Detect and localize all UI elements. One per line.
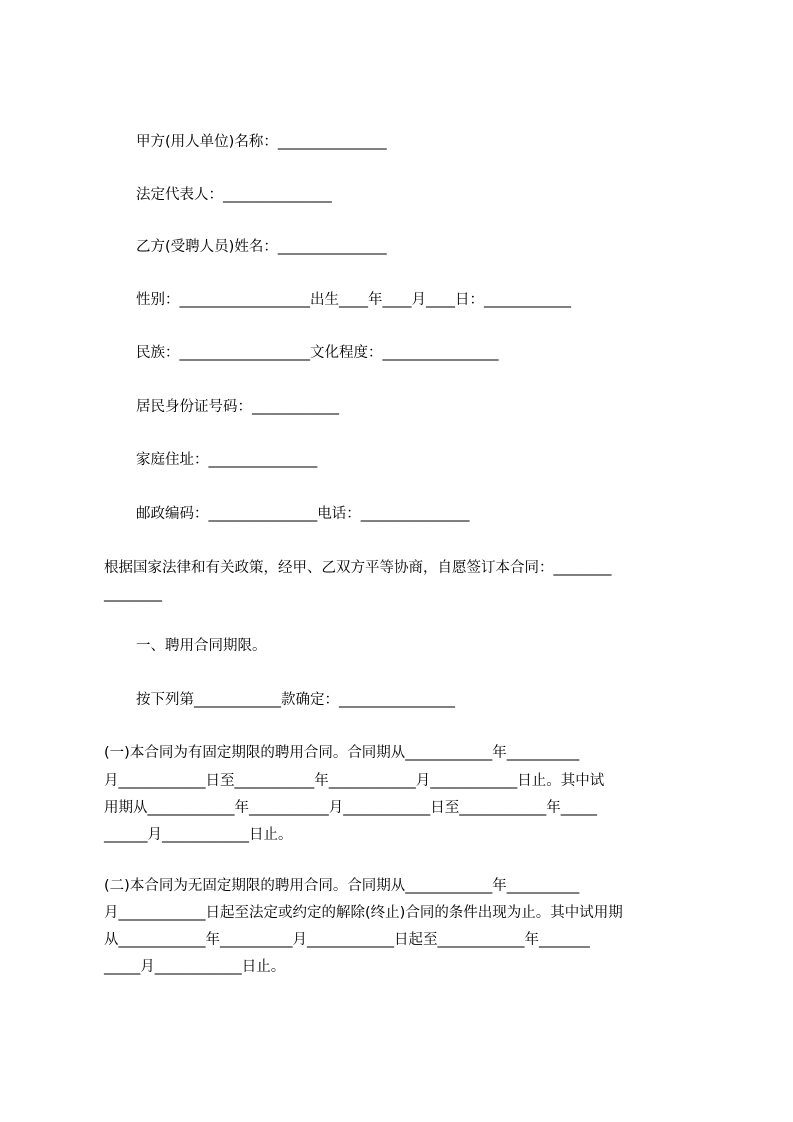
party-b-name-field: 乙方(受聘人员)姓名：_______________ (136, 239, 387, 255)
clause-line: 月____________日至___________年____________月____________日止。其中试 (104, 773, 605, 789)
id-number-field: 居民身份证号码：____________ (136, 399, 339, 415)
clause-line: ______月____________日止。 (104, 827, 293, 843)
clause-line: (二)本合同为无固定期限的聘用合同。合同期从____________年__________ (104, 878, 580, 894)
term-selection-line: 按下列第____________款确定：________________ (136, 692, 455, 708)
preamble-line: ________ (104, 586, 162, 602)
party-a-name-field: 甲方(用人单位)名称：_______________ (136, 134, 387, 150)
preamble-line: 根据国家法律和有关政策，经甲、乙双方平等协商，自愿签订本合同：________ (104, 560, 612, 576)
ethnicity-education-field: 民族：__________________文化程度：________________ (136, 345, 499, 361)
clause-line: (一)本合同为有固定期限的聘用合同。合同期从____________年__________ (104, 745, 580, 761)
clause-line: 从____________年__________月____________日起至____________年_______ (104, 932, 590, 948)
clause-line: 用期从____________年___________月____________日至____________年_____ (104, 800, 597, 816)
section-heading: 一、聘用合同期限。 (136, 638, 267, 654)
open-term-clause (104, 876, 623, 977)
fixed-term-clause (104, 743, 604, 845)
home-address-field: 家庭住址：_______________ (136, 452, 318, 468)
preamble-paragraph (104, 558, 612, 604)
gender-birth-field: 性别：__________________出生____年____月____日：____________ (136, 292, 571, 308)
legal-representative-field: 法定代表人：_______________ (136, 187, 332, 203)
clause-line: _____月____________日止。 (104, 959, 286, 975)
postcode-phone-field: 邮政编码：_______________电话：_______________ (136, 506, 470, 522)
clause-line: 月____________日起至法定或约定的解除(终止)合同的条件出现为止。其中试用期 (104, 905, 623, 921)
